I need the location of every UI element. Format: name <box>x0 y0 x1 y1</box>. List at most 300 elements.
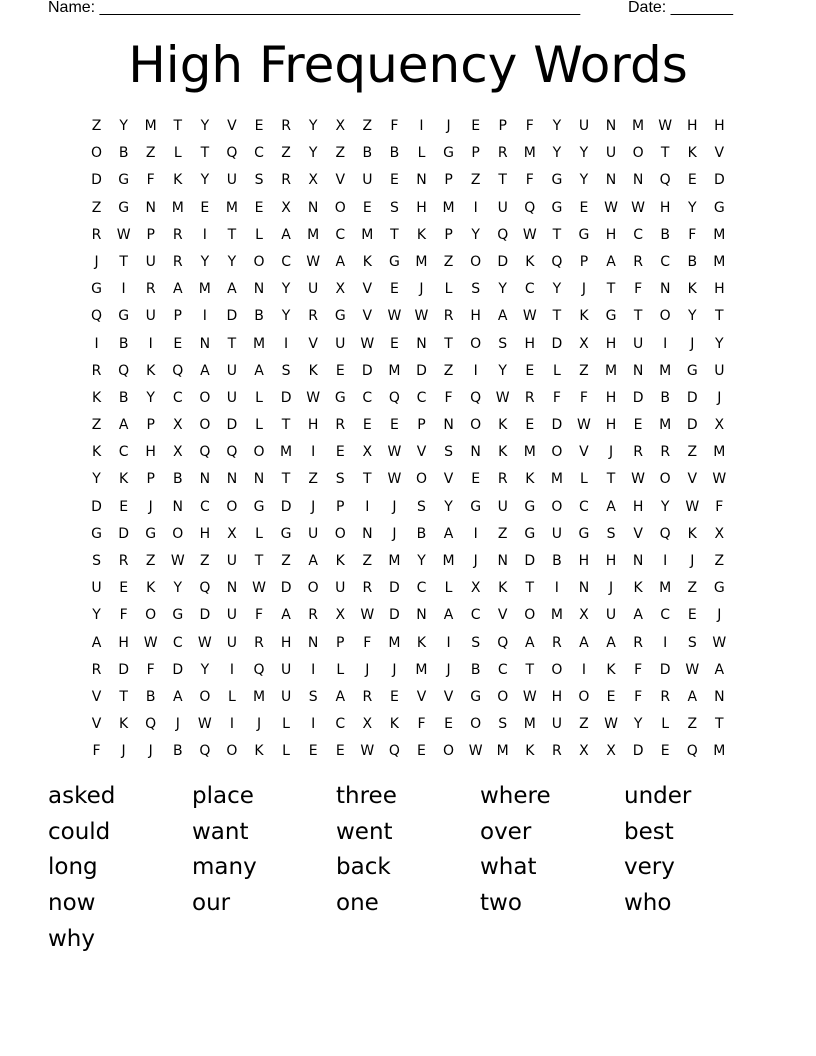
grid-letter: S <box>254 172 264 189</box>
grid-letter: E <box>200 199 210 216</box>
grid-letter: B <box>118 389 129 406</box>
grid-letter: J <box>690 335 695 352</box>
grid-row <box>83 167 733 194</box>
grid-letter: M <box>415 253 428 270</box>
grid-letter: D <box>280 498 292 515</box>
grid-letter: Z <box>91 118 102 134</box>
word-list-item: asked <box>48 783 116 809</box>
grid-letter: O <box>145 607 157 624</box>
grid-letter: M <box>632 118 645 134</box>
grid-letter: Y <box>173 580 183 597</box>
grid-letter: L <box>661 716 670 733</box>
grid-letter: W <box>197 716 212 733</box>
grid-letter: M <box>225 199 238 216</box>
grid-letter: M <box>713 444 726 461</box>
grid-letter: F <box>525 118 534 134</box>
grid-letter: H <box>280 634 292 651</box>
grid-row <box>83 385 733 412</box>
grid-letter: F <box>552 389 561 406</box>
grid-letter: O <box>578 688 590 705</box>
grid-letter: W <box>252 580 266 597</box>
grid-letter: D <box>389 607 400 624</box>
grid-letter: G <box>280 525 292 542</box>
grid-letter: I <box>202 226 207 243</box>
grid-letter: Y <box>579 145 589 162</box>
grid-letter: D <box>226 417 238 434</box>
grid-letter: W <box>306 389 321 406</box>
grid-letter: Q <box>253 661 265 678</box>
grid-letter: D <box>226 308 238 325</box>
grid-letter: Z <box>308 471 318 488</box>
grid-letter: E <box>417 743 426 760</box>
grid-letter: X <box>579 743 589 760</box>
grid-letter: N <box>199 471 211 488</box>
grid-letter: M <box>713 226 726 243</box>
grid-letter: A <box>172 688 183 705</box>
grid-letter: J <box>717 607 722 624</box>
grid-letter: D <box>686 417 698 434</box>
grid-letter: X <box>362 716 373 733</box>
grid-letter: T <box>119 253 128 270</box>
grid-letter: J <box>608 444 614 461</box>
grid-letter: I <box>311 716 316 733</box>
grid-row <box>83 412 733 439</box>
grid-letter: L <box>444 281 453 298</box>
grid-letter: M <box>523 145 536 162</box>
grid-letter: R <box>633 634 643 651</box>
grid-letter: P <box>498 118 507 134</box>
grid-letter: K <box>335 553 345 569</box>
grid-letter: G <box>91 281 102 298</box>
grid-letter: I <box>229 716 234 733</box>
grid-letter: X <box>335 118 346 134</box>
grid-letter: N <box>172 498 184 515</box>
grid-letter: U <box>226 634 238 651</box>
grid-letter: F <box>254 607 264 624</box>
grid-letter: J <box>581 281 587 298</box>
grid-letter: E <box>254 199 264 216</box>
grid-letter: Z <box>91 417 102 434</box>
grid-letter: J <box>446 661 451 678</box>
grid-row <box>83 140 733 167</box>
grid-letter: I <box>473 199 478 216</box>
grid-letter: L <box>282 716 290 733</box>
grid-letter: M <box>713 253 726 270</box>
grid-letter: X <box>714 417 725 434</box>
grid-letter: M <box>388 634 401 651</box>
grid-letter: U <box>308 281 319 298</box>
grid-letter: Q <box>686 743 698 760</box>
grid-letter: U <box>308 525 319 542</box>
grid-letter: Y <box>660 498 670 515</box>
grid-letter: A <box>606 634 616 651</box>
grid-letter: E <box>687 607 697 624</box>
grid-row <box>83 358 733 385</box>
word-list-item: long <box>48 854 98 881</box>
grid-letter: Z <box>443 362 454 379</box>
grid-letter: C <box>335 226 346 243</box>
grid-letter: Y <box>471 226 480 243</box>
grid-letter: I <box>229 661 234 678</box>
grid-letter: Z <box>714 553 725 569</box>
grid-letter: G <box>713 580 725 597</box>
grid-letter: M <box>388 362 401 379</box>
grid-row <box>83 630 733 657</box>
grid-letter: U <box>605 145 617 162</box>
grid-letter: M <box>307 226 320 243</box>
grid-letter: V <box>714 145 725 162</box>
grid-letter: S <box>417 498 426 515</box>
word-list-item: back <box>336 854 391 881</box>
grid-letter: F <box>92 743 101 760</box>
grid-letter: A <box>172 281 183 298</box>
grid-letter: B <box>172 471 183 488</box>
grid-letter: H <box>578 553 590 569</box>
grid-letter: K <box>119 716 129 733</box>
grid-letter: M <box>388 553 401 569</box>
grid-letter: R <box>552 743 562 760</box>
grid-letter: R <box>308 308 319 325</box>
grid-letter: V <box>687 471 698 488</box>
grid-letter: B <box>172 743 183 760</box>
grid-letter: F <box>579 389 588 406</box>
grid-letter: B <box>254 308 264 325</box>
grid-letter: Q <box>145 716 157 733</box>
grid-letter: Q <box>388 389 400 406</box>
grid-letter: Z <box>443 253 454 270</box>
grid-letter: L <box>336 661 345 678</box>
word-list-item: who <box>624 890 672 917</box>
grid-letter: C <box>660 607 671 624</box>
grid-letter: W <box>360 743 375 760</box>
grid-letter: R <box>552 634 562 651</box>
grid-letter: Q <box>388 743 400 760</box>
grid-row <box>83 249 733 276</box>
grid-letter: U <box>226 172 238 189</box>
grid-letter: D <box>91 172 102 189</box>
grid-letter: N <box>253 281 265 298</box>
grid-letter: M <box>442 199 455 216</box>
grid-letter: J <box>256 716 262 733</box>
grid-letter: N <box>659 281 671 298</box>
grid-letter: Y <box>687 199 697 216</box>
grid-letter: B <box>687 253 698 270</box>
grid-letter: G <box>334 389 346 406</box>
grid-letter: D <box>632 389 644 406</box>
grid-letter: W <box>360 335 375 352</box>
grid-letter: B <box>118 145 129 162</box>
grid-letter: V <box>633 525 643 542</box>
grid-letter: S <box>606 525 616 542</box>
grid-letter: R <box>91 226 102 243</box>
grid-letter: D <box>280 389 292 406</box>
grid-letter: J <box>608 580 614 597</box>
grid-letter: N <box>632 553 644 569</box>
grid-letter: O <box>334 525 346 542</box>
grid-letter: Y <box>715 335 724 352</box>
grid-letter: Q <box>470 389 482 406</box>
grid-letter: E <box>660 743 670 760</box>
grid-letter: H <box>605 389 617 406</box>
grid-letter: U <box>551 716 562 733</box>
grid-letter: E <box>389 688 399 705</box>
word-list-item: best <box>624 818 674 845</box>
grid-letter: E <box>525 362 535 379</box>
grid-letter: H <box>551 688 563 705</box>
grid-letter: E <box>687 172 697 189</box>
grid-letter: O <box>551 661 563 678</box>
grid-letter: X <box>227 525 237 542</box>
grid-letter: H <box>416 199 427 216</box>
grid-letter: Z <box>470 172 481 189</box>
grid-letter: R <box>172 226 183 243</box>
grid-letter: N <box>605 172 617 189</box>
grid-letter: R <box>118 553 129 569</box>
grid-letter: N <box>714 688 725 705</box>
grid-letter: C <box>362 389 373 406</box>
grid-row <box>83 466 733 493</box>
grid-letter: A <box>443 607 454 624</box>
grid-letter: L <box>228 688 236 705</box>
grid-letter: B <box>145 688 156 705</box>
grid-letter: C <box>579 498 589 515</box>
grid-letter: O <box>659 308 671 325</box>
grid-letter: N <box>307 199 319 216</box>
grid-letter: K <box>498 580 508 597</box>
grid-letter: K <box>525 743 535 760</box>
grid-letter: O <box>524 607 536 624</box>
grid-letter: T <box>281 417 291 434</box>
grid-letter: Q <box>524 199 536 216</box>
grid-letter: I <box>121 281 126 298</box>
grid-letter: P <box>146 471 155 488</box>
grid-letter: N <box>226 471 238 488</box>
grid-letter: M <box>550 607 563 624</box>
grid-letter: G <box>388 253 400 270</box>
grid-letter: R <box>281 118 291 134</box>
grid-letter: U <box>91 580 102 597</box>
grid-letter: H <box>686 118 698 134</box>
grid-letter: A <box>281 607 291 624</box>
grid-letter: L <box>282 743 290 760</box>
grid-letter: E <box>389 281 399 298</box>
grid-letter: V <box>227 118 237 134</box>
grid-letter: T <box>227 335 237 352</box>
grid-letter: Q <box>551 253 563 270</box>
grid-letter: R <box>362 580 373 597</box>
grid-letter: F <box>390 118 399 134</box>
grid-letter: I <box>663 553 668 569</box>
grid-letter: K <box>687 525 697 542</box>
grid-letter: P <box>173 308 182 325</box>
grid-letter: M <box>280 444 293 461</box>
grid-letter: M <box>496 743 509 760</box>
grid-letter: E <box>335 743 345 760</box>
grid-letter: C <box>254 145 264 162</box>
grid-letter: Y <box>146 389 155 406</box>
grid-letter: G <box>686 362 698 379</box>
grid-letter: T <box>552 308 562 325</box>
grid-letter: E <box>335 362 345 379</box>
grid-letter: O <box>199 417 211 434</box>
grid-letter: J <box>121 743 126 760</box>
grid-letter: R <box>91 661 102 678</box>
grid-letter: Z <box>687 580 698 597</box>
grid-letter: V <box>335 172 346 189</box>
grid-letter: Q <box>659 525 671 542</box>
grid-letter: E <box>119 498 129 515</box>
grid-letter: S <box>498 716 508 733</box>
grid-letter: M <box>144 118 157 134</box>
grid-letter: P <box>471 145 480 162</box>
grid-letter: T <box>281 471 291 488</box>
grid-letter: W <box>631 471 646 488</box>
grid-letter: E <box>579 199 589 216</box>
grid-letter: A <box>443 525 454 542</box>
grid-letter: O <box>172 525 184 542</box>
grid-letter: G <box>253 498 265 515</box>
grid-letter: S <box>389 199 399 216</box>
grid-letter: M <box>604 362 618 379</box>
word-list-item: many <box>192 854 257 881</box>
grid-letter: I <box>94 335 99 352</box>
grid-letter: W <box>522 226 537 243</box>
grid-row <box>83 602 733 629</box>
grid-letter: O <box>497 688 509 705</box>
grid-letter: T <box>363 471 372 488</box>
grid-letter: K <box>146 362 156 379</box>
grid-letter: U <box>226 362 238 379</box>
grid-letter: W <box>414 308 429 325</box>
grid-letter: T <box>200 145 210 162</box>
grid-letter: E <box>606 688 616 705</box>
word-list-item: one <box>336 890 379 917</box>
grid-letter: T <box>606 471 616 488</box>
grid-letter: E <box>525 417 535 434</box>
grid-row <box>83 276 733 303</box>
grid-letter: Y <box>552 118 562 134</box>
grid-letter: G <box>443 145 454 162</box>
grid-letter: U <box>497 199 508 216</box>
grid-letter: C <box>633 226 643 243</box>
grid-letter: S <box>471 634 481 651</box>
grid-letter: E <box>471 471 481 488</box>
grid-letter: U <box>226 607 238 624</box>
grid-letter: P <box>444 172 453 189</box>
grid-letter: E <box>389 335 399 352</box>
grid-letter: Y <box>444 498 453 515</box>
grid-letter: I <box>419 118 424 134</box>
grid-letter: I <box>365 498 370 515</box>
grid-letter: U <box>605 607 617 624</box>
grid-row <box>83 738 733 765</box>
grid-letter: U <box>145 308 156 325</box>
grid-letter: W <box>658 118 673 134</box>
grid-letter: R <box>497 145 508 162</box>
grid-letter: T <box>633 308 643 325</box>
grid-letter: R <box>281 172 291 189</box>
grid-letter: I <box>446 634 451 651</box>
grid-letter: E <box>308 743 318 760</box>
grid-letter: I <box>473 525 478 542</box>
grid-letter: X <box>579 607 589 624</box>
grid-letter: F <box>634 688 643 705</box>
grid-letter: O <box>470 417 482 434</box>
grid-letter: Y <box>227 253 237 270</box>
grid-letter: O <box>226 498 238 515</box>
grid-letter: K <box>633 580 643 597</box>
grid-letter: W <box>577 417 591 434</box>
grid-letter: V <box>443 688 454 705</box>
grid-letter: R <box>633 253 643 270</box>
grid-letter: A <box>335 688 346 705</box>
grid-letter: Z <box>497 525 508 542</box>
grid-letter: X <box>470 580 481 597</box>
grid-letter: R <box>524 389 535 406</box>
grid-letter: R <box>497 471 508 488</box>
grid-letter: X <box>335 607 346 624</box>
grid-letter: C <box>118 444 129 461</box>
grid-letter: V <box>443 471 454 488</box>
grid-letter: H <box>524 335 536 352</box>
grid-letter: V <box>497 607 508 624</box>
grid-letter: Q <box>199 444 211 461</box>
grid-letter: W <box>604 199 618 216</box>
grid-letter: Q <box>497 226 509 243</box>
grid-letter: H <box>605 226 617 243</box>
grid-letter: C <box>172 634 183 651</box>
grid-letter: G <box>91 525 102 542</box>
grid-letter: Q <box>91 308 103 325</box>
grid-letter: M <box>171 199 184 216</box>
grid-letter: Q <box>118 362 130 379</box>
word-list-item: place <box>192 783 254 809</box>
grid-letter: C <box>497 661 508 678</box>
grid-letter: I <box>581 661 587 678</box>
grid-letter: S <box>444 444 453 461</box>
grid-letter: Y <box>552 281 562 298</box>
grid-letter: I <box>311 661 316 678</box>
grid-letter: T <box>660 145 670 162</box>
grid-letter: H <box>199 525 211 542</box>
grid-letter: D <box>91 498 102 515</box>
grid-letter: E <box>633 417 643 434</box>
grid-row <box>83 331 733 358</box>
grid-letter: U <box>714 362 725 379</box>
grid-row <box>83 494 733 521</box>
grid-letter: T <box>498 172 507 189</box>
grid-letter: L <box>255 525 263 542</box>
grid-letter: Y <box>92 607 101 624</box>
grid-letter: T <box>227 226 237 243</box>
grid-letter: A <box>227 281 237 298</box>
grid-letter: D <box>659 661 671 678</box>
grid-letter: N <box>226 580 238 597</box>
grid-letter: W <box>712 634 727 651</box>
grid-letter: G <box>605 308 617 325</box>
grid-letter: A <box>606 253 616 270</box>
grid-letter: Q <box>199 743 211 760</box>
grid-letter: G <box>172 607 184 624</box>
grid-letter: D <box>118 525 129 542</box>
grid-letter: U <box>362 172 373 189</box>
grid-letter: W <box>631 199 646 216</box>
grid-letter: N <box>416 172 427 189</box>
grid-letter: R <box>633 444 643 461</box>
grid-letter: V <box>362 281 373 298</box>
grid-letter: A <box>497 308 508 325</box>
grid-letter: D <box>713 172 725 189</box>
